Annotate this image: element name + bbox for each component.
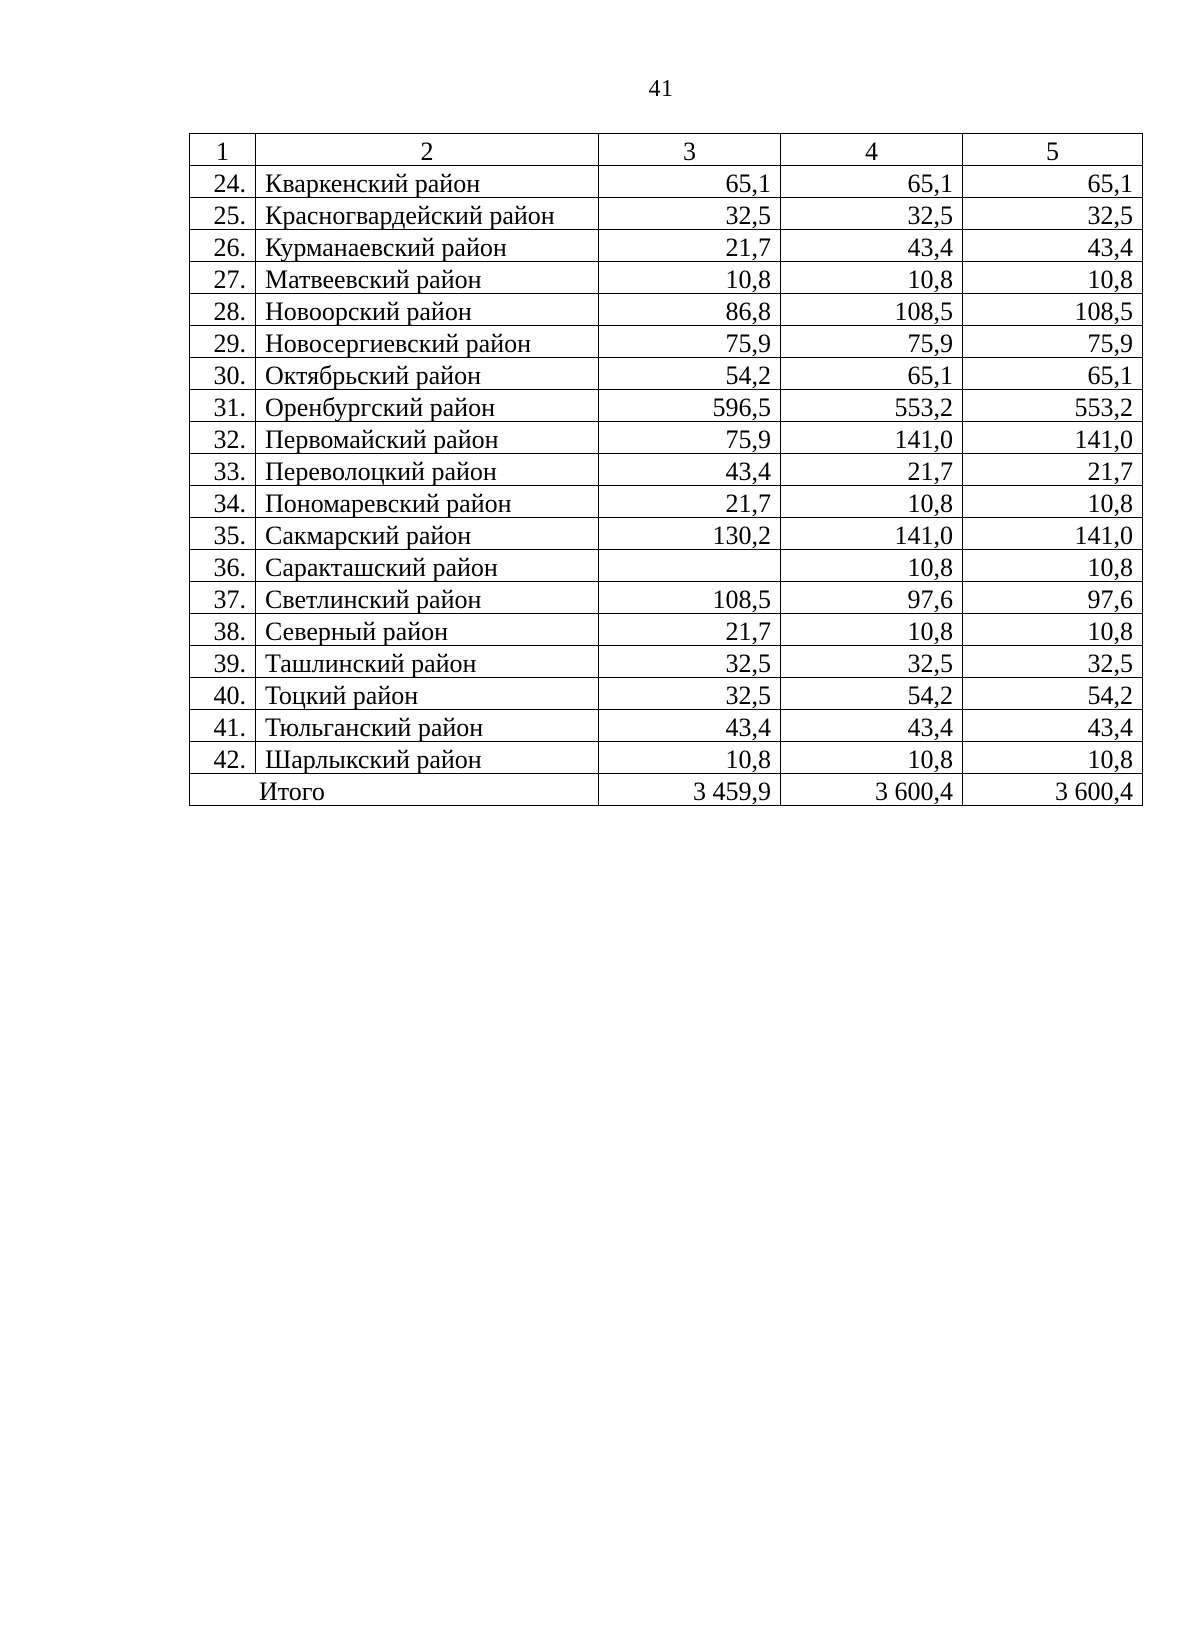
table-row [190,390,1143,422]
district-name-cell: Первомайский район [256,422,599,454]
row-number-cell: 36. [190,550,256,582]
district-name-cell: Новосергиевский район [256,326,599,358]
value-cell-col4: 97,6 [781,582,963,614]
district-name-cell: Саракташский район [256,550,599,582]
value-cell-col5: 141,0 [963,518,1143,550]
value-cell-col4: 32,5 [781,198,963,230]
value-cell-col5: 32,5 [963,198,1143,230]
value-cell-col3: 21,7 [599,614,781,646]
row-number-cell: 38. [190,614,256,646]
table-row [190,454,1143,486]
table-row [190,262,1143,294]
table-row [190,166,1143,198]
header-cell-5: 5 [963,134,1143,166]
row-number-cell: 27. [190,262,256,294]
district-name-cell: Октябрьский район [256,358,599,390]
value-cell-col4: 75,9 [781,326,963,358]
value-cell-col5: 75,9 [963,326,1143,358]
header-cell-2: 2 [256,134,599,166]
value-cell-col4: 141,0 [781,422,963,454]
table-row [190,742,1143,774]
value-cell-col5: 10,8 [963,550,1143,582]
value-cell-col3: 596,5 [599,390,781,422]
value-cell-col5: 97,6 [963,582,1143,614]
table-header-row [190,134,1143,166]
row-number-cell: 32. [190,422,256,454]
district-name-cell: Переволоцкий район [256,454,599,486]
value-cell-col3: 10,8 [599,742,781,774]
row-number-cell: 31. [190,390,256,422]
value-cell-col5: 10,8 [963,486,1143,518]
table-row [190,422,1143,454]
table-row [190,550,1143,582]
row-number-cell: 42. [190,742,256,774]
row-number-cell: 39. [190,646,256,678]
value-cell-col4: 65,1 [781,358,963,390]
value-cell-col3: 32,5 [599,198,781,230]
row-number-cell: 30. [190,358,256,390]
value-cell-col5: 10,8 [963,742,1143,774]
value-cell-col4: 10,8 [781,550,963,582]
value-cell-col3: 130,2 [599,518,781,550]
value-cell-col3: 43,4 [599,710,781,742]
district-name-cell: Ташлинский район [256,646,599,678]
value-cell-col5: 43,4 [963,230,1143,262]
table-row [190,710,1143,742]
district-name-cell: Матвеевский район [256,262,599,294]
value-cell-col3: 43,4 [599,454,781,486]
value-cell-col5: 43,4 [963,710,1143,742]
total-cell-col5: 3 600,4 [963,774,1143,806]
value-cell-col4: 108,5 [781,294,963,326]
header-cell-1: 1 [190,134,256,166]
district-name-cell: Северный район [256,614,599,646]
row-number-cell: 41. [190,710,256,742]
row-number-cell: 28. [190,294,256,326]
value-cell-col4: 32,5 [781,646,963,678]
value-cell-col4: 65,1 [781,166,963,198]
value-cell-col3: 54,2 [599,358,781,390]
table-row [190,486,1143,518]
value-cell-col4: 21,7 [781,454,963,486]
table-row [190,518,1143,550]
district-name-cell: Светлинский район [256,582,599,614]
page-number: 41 [648,76,674,102]
value-cell-col3 [599,550,781,582]
value-cell-col3: 21,7 [599,230,781,262]
value-cell-col3: 108,5 [599,582,781,614]
value-cell-col3: 75,9 [599,326,781,358]
value-cell-col4: 10,8 [781,742,963,774]
value-cell-col5: 65,1 [963,166,1143,198]
table-row [190,294,1143,326]
table-row [190,646,1143,678]
value-cell-col3: 65,1 [599,166,781,198]
row-number-cell: 34. [190,486,256,518]
header-cell-4: 4 [781,134,963,166]
value-cell-col5: 65,1 [963,358,1143,390]
value-cell-col5: 10,8 [963,614,1143,646]
value-cell-col4: 553,2 [781,390,963,422]
district-name-cell: Оренбургский район [256,390,599,422]
row-number-cell: 33. [190,454,256,486]
table-row [190,614,1143,646]
value-cell-col3: 75,9 [599,422,781,454]
district-name-cell: Сакмарский район [256,518,599,550]
district-name-cell: Шарлыкский район [256,742,599,774]
district-name-cell: Тюльганский район [256,710,599,742]
row-number-cell: 24. [190,166,256,198]
row-number-cell: 25. [190,198,256,230]
value-cell-col4: 10,8 [781,486,963,518]
data-table [189,133,1143,806]
district-name-cell: Тоцкий район [256,678,599,710]
header-cell-3: 3 [599,134,781,166]
district-name-cell: Кваркенский район [256,166,599,198]
value-cell-col3: 32,5 [599,678,781,710]
value-cell-col5: 21,7 [963,454,1143,486]
table-row [190,582,1143,614]
table-body [190,134,1143,806]
district-name-cell: Красногвардейский район [256,198,599,230]
value-cell-col4: 54,2 [781,678,963,710]
table-row [190,678,1143,710]
value-cell-col5: 54,2 [963,678,1143,710]
district-name-cell: Курманаевский район [256,230,599,262]
table-total-row [190,774,1143,806]
value-cell-col4: 10,8 [781,614,963,646]
value-cell-col3: 10,8 [599,262,781,294]
value-cell-col3: 86,8 [599,294,781,326]
table-row [190,198,1143,230]
table-row [190,230,1143,262]
value-cell-col3: 21,7 [599,486,781,518]
district-name-cell: Новоорский район [256,294,599,326]
total-cell-col4: 3 600,4 [781,774,963,806]
row-number-cell: 26. [190,230,256,262]
value-cell-col5: 10,8 [963,262,1143,294]
district-name-cell: Пономаревский район [256,486,599,518]
value-cell-col4: 10,8 [781,262,963,294]
value-cell-col4: 141,0 [781,518,963,550]
row-number-cell: 40. [190,678,256,710]
value-cell-col4: 43,4 [781,710,963,742]
value-cell-col5: 141,0 [963,422,1143,454]
value-cell-col5: 108,5 [963,294,1143,326]
value-cell-col5: 32,5 [963,646,1143,678]
row-number-cell: 29. [190,326,256,358]
value-cell-col3: 32,5 [599,646,781,678]
row-number-cell: 35. [190,518,256,550]
row-number-cell: 37. [190,582,256,614]
total-cell-col3: 3 459,9 [599,774,781,806]
value-cell-col4: 43,4 [781,230,963,262]
table-row [190,358,1143,390]
total-label-cell: Итого [190,774,599,806]
table-row [190,326,1143,358]
value-cell-col5: 553,2 [963,390,1143,422]
